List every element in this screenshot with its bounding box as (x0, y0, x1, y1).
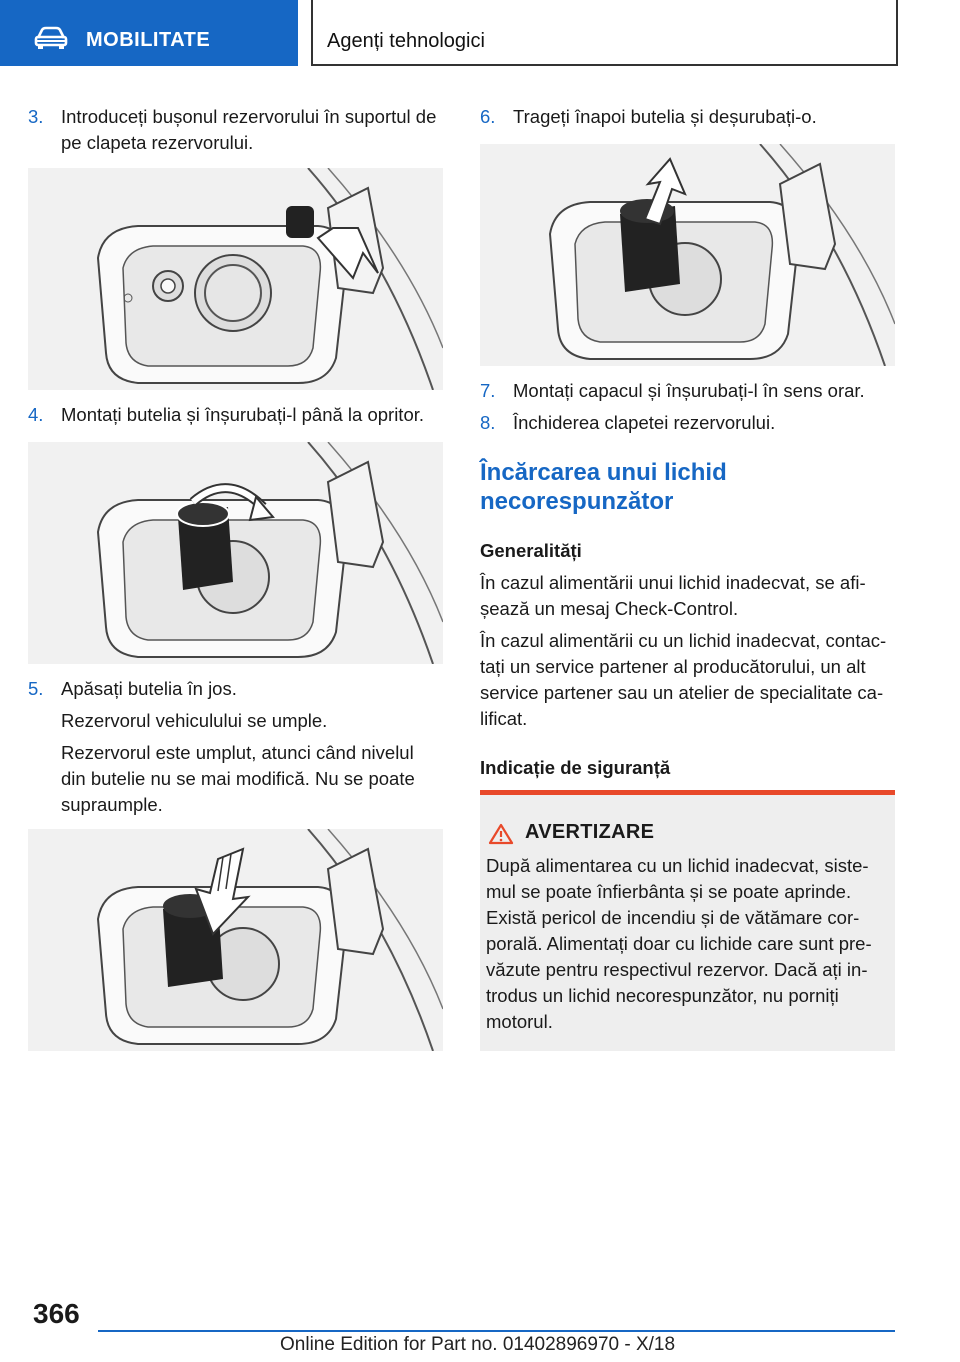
step-5-note-1: Rezervorul vehiculului se umple. (61, 710, 328, 731)
paragraph-general-2: În cazul alimentării cu un lichid inadecvat, contactați un service partener al producătorului, un alt service partener sau un atelier de specialitate calificat. (480, 630, 887, 729)
step-number: 7. (480, 380, 496, 401)
step-number: 4. (28, 404, 44, 425)
car-icon (34, 26, 68, 55)
step-number: 5. (28, 678, 44, 699)
section-tab[interactable] (0, 0, 298, 66)
paragraph-general-1: În cazul alimentării unui lichid inadecvat, se afișează un mesaj Check-Control. (480, 572, 866, 619)
step-text: Închiderea clapetei rezervorului. (513, 412, 776, 433)
footer-divider (98, 1330, 895, 1332)
step-text: Apăsați butelia în jos. (61, 678, 237, 699)
step-text: Montați butelia și înșurubați-l până la opritor. (61, 404, 425, 425)
step-text: Trageți înapoi butelia și deșurubați-o. (513, 106, 817, 127)
subheading-general: Generalități (480, 540, 582, 561)
chapter-title: Agenți tehnologici (327, 30, 485, 52)
figure-pull-cylinder (480, 144, 895, 366)
step-number: 3. (28, 106, 44, 127)
step-number: 6. (480, 106, 496, 127)
step-text: Montați capacul și înșurubați-l în sens orar. (513, 380, 865, 401)
step-text: Introduceți bușonul rezervorului în suportul de pe clapeta rezervorului. (61, 106, 437, 153)
edition-note: Online Edition for Part no. 01402896970 - X/18 (280, 1334, 676, 1355)
warning-triangle-icon (488, 823, 514, 850)
step-number: 8. (480, 412, 496, 433)
figure-mount-cylinder (28, 442, 443, 664)
warning-title: AVERTIZARE (525, 821, 655, 843)
section-label: MOBILITATE (86, 29, 211, 51)
chapter-tab[interactable] (311, 0, 898, 66)
figure-insert-cap (28, 168, 443, 390)
subheading-safety: Indicație de siguranță (480, 757, 671, 778)
section-heading: Încărcarea unui lichid necorespunzător (480, 459, 727, 515)
step-5-note-2: Rezervorul este umplut, atunci când nivelul din butelie nu se mai modifică. Nu se poate supraumple. (61, 742, 415, 815)
warning-box (480, 790, 895, 1051)
figure-press-cylinder (28, 829, 443, 1051)
warning-text: După alimentarea cu un lichid inadecvat, sistemul se poate înfierbânta și se poate aprinde. Există pericol de incendiu și de vătămare corporală. Alimentați doar cu lichide care sunt prevăzute pentru respectivul rezervor. Dacă ați introdus un lichid necorespunzător, nu porniți motorul. (486, 855, 872, 1032)
page-number: 366 (33, 1298, 80, 1329)
